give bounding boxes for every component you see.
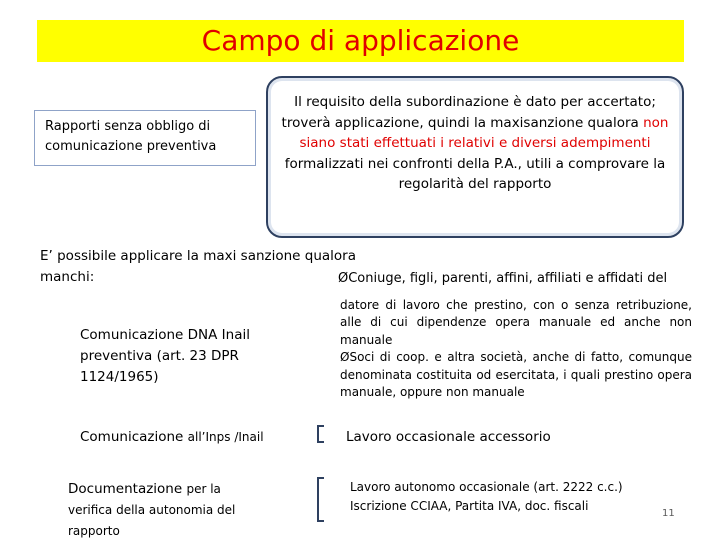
list-item-2: Soci di coop. e altra società, anche di fatto, comunque denominata costituita od esercitata, i quali prestino opera manuale, oppure non manuale [340, 350, 692, 399]
inps-communication-label [80, 427, 320, 447]
requirement-box [266, 76, 684, 238]
requirement-text-1: Il requisito della subordinazione è dato per accertato; troverà applicazione, quindi la maxisanzione qualora [281, 94, 656, 131]
list-item-1-rest: datore di lavoro che prestino, con o senza retribuzione, alle di cui dipendenze opera manuale ed anche non manuale [340, 297, 692, 347]
autonomous-line-2: Iscrizione CCIAA, Partita IVA, doc. fiscali [350, 499, 589, 513]
subjects-list [340, 270, 692, 402]
arrow-bullet-icon: Ø [340, 350, 350, 364]
occasional-work-label: Lavoro occasionale accessorio [346, 429, 551, 445]
no-communication-box [34, 110, 256, 166]
inps-label-rest: all’Inps /Inail [187, 430, 264, 444]
list-item [338, 270, 692, 288]
requirement-highlight: non siano stati effettuati i relativi e diversi adempimenti [299, 114, 669, 151]
requirement-text-2: formalizzati nei confronti della P.A., utili a comprovare la regolarità del rapporto [284, 155, 666, 192]
autonomous-work-text [350, 478, 670, 516]
autonomous-line-1: Lavoro autonomo occasionale (art. 2222 c.c.) [350, 480, 623, 494]
dna-communication-label: Comunicazione DNA Inail preventiva (art. 23 DPR 1124/1965) [80, 327, 250, 385]
title-banner [37, 20, 684, 62]
list-item [340, 297, 692, 350]
arrow-bullet-icon: Ø [338, 271, 349, 286]
bracket-icon [312, 424, 332, 444]
slide-title: Campo di applicazione [201, 24, 520, 57]
list-item [340, 349, 692, 402]
page-number: 11 [662, 508, 675, 519]
bracket-icon [312, 476, 332, 524]
documentation-label-lead: Documentazione [68, 481, 187, 497]
no-communication-text: Rapporti senza obbligo di comunicazione preventiva [45, 119, 217, 154]
documentation-label [68, 478, 268, 541]
documentation-label-rest: per la verifica della autonomia del rapporto [68, 482, 236, 538]
conditions-intro: E’ possibile applicare la maxi sanzione qualora manchi: [40, 248, 356, 285]
inps-label-lead: Comunicazione [80, 429, 188, 445]
list-item-1-lead: Coniuge, figli, parenti, affini, affiliati e affidati del [348, 271, 668, 286]
